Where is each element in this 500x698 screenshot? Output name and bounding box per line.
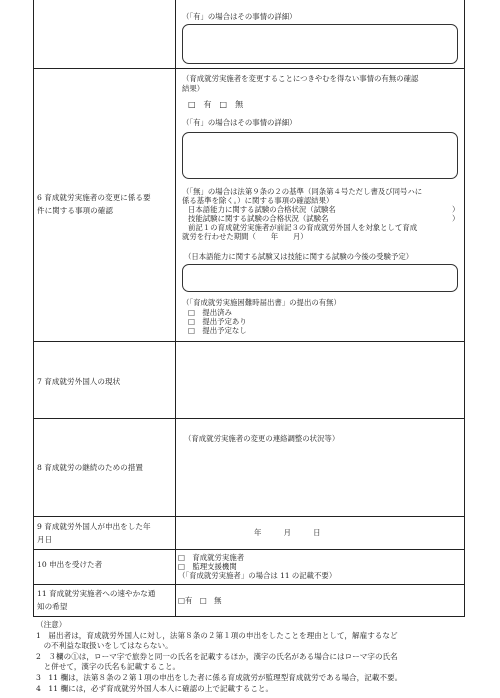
section11-label: 11 育成就労実施者への速やかな通 知の希望 [37,589,156,611]
skill-test-status: 技能試験に関する試験の合格状況（試験名 [188,214,329,223]
opt-planned-checkbox[interactable]: □ 提出予定あり [188,317,247,326]
section5-detail-label: （「有」の場合はその事情の詳細） [182,12,297,21]
row-divider [34,68,464,69]
section5-detail-box[interactable] [182,24,458,64]
future-exam-plan-box[interactable] [182,264,458,292]
section9-label: 9 育成就労外国人が申出をした年 月日 [37,522,151,544]
close-paren: ） [452,214,460,223]
section6-criteria-label: （「無」の場合は法第９条の２の基準（同条第４号ただし書及び同号ハに [182,187,423,196]
section8-label: 8 育成就労の継続のための措置 [37,463,143,472]
section10-note: （「育成就労実施者」の場合は 11 の記載不要） [178,571,337,580]
note-4: 4 11 欄には，必ず育成就労外国人本人に確認の上で記載すること。 [36,683,274,693]
note-3: 3 11 欄は，法第８条の２第１項の申出をした者に係る育成就労が監理型育成就労である場合，記載不要。 [36,672,403,682]
difficulty-report-question: （「育成就労実施困難時届出書」の提出の有無） [182,298,341,307]
row-divider [34,418,464,419]
section10-label: 10 申出を受けた者 [37,560,103,569]
japanese-test-status: 日本語能力に関する試験の合格状況（試験名 [188,205,336,214]
section6-detail-box[interactable] [182,132,458,179]
table-bottom-border [34,616,464,617]
section8-note: （育成就労実施者の変更の連絡調整の状況等） [184,434,340,443]
notes-section [36,620,476,694]
section6-unavoidable-question-2: 結果） [182,84,205,93]
row-divider [34,516,464,517]
form-table [33,0,465,617]
section6-detail-label: （「有」の場合はその事情の詳細） [182,118,297,127]
note-1: 1 届出者は，育成就労外国人に対し，法第８条の２第１項の申出をしたことを理由として，解雇するなど [36,630,398,640]
section6-criteria-label-2: 係る基準を除く。）に関する事項の確認結果） [182,196,334,205]
future-exam-plan-label: （日本語能力に関する試験又は技能に関する試験の今後の受験予定） [184,252,414,261]
section6-unavoidable-question: （育成就労実施者を変更することにつきやむを得ない事情の有無の確認 [182,74,419,83]
opt-submitted-checkbox[interactable]: □ 提出済み [188,308,232,317]
note-2-cont: と併せて，漢字の氏名も記載すること。 [36,662,181,672]
receiver-implementer-checkbox[interactable]: □ 育成就労実施者 [178,553,245,562]
section6-yes-no-checkbox[interactable]: □ 有 □ 無 [188,100,244,109]
note-2: 2 ３欄の①は，ローマ字で旅券と同一の氏名を記載するほか，漢字の氏名がある場合にはローマ字の氏名 [36,651,398,661]
section7-label: 7 育成就労外国人の現状 [37,377,121,386]
section6-label: 6 育成就労実施者の変更に係る要 件に関する事項の確認 [37,193,151,215]
opt-not-planned-checkbox[interactable]: □ 提出予定なし [188,326,247,335]
section9-date-field[interactable]: 年 月 日 [254,528,321,537]
row-divider [34,341,464,342]
column-divider [175,0,176,617]
row-divider [34,584,464,585]
notes-heading: （注意） [36,620,67,629]
receiver-supervisor-checkbox[interactable]: □ 監理支援機関 [178,562,237,571]
row-divider [34,549,464,550]
training-period-2: 就労を行わせた期間（ 年 月） [182,232,308,241]
training-period: 前記１の育成就労実施者が前記３の育成就労外国人を対象として育成 [188,223,418,232]
notification-wish-checkbox[interactable]: □有 □ 無 [178,596,222,605]
close-paren: ） [452,205,460,214]
note-1-cont: の不利益な取扱いをしてはならない。 [36,641,173,651]
